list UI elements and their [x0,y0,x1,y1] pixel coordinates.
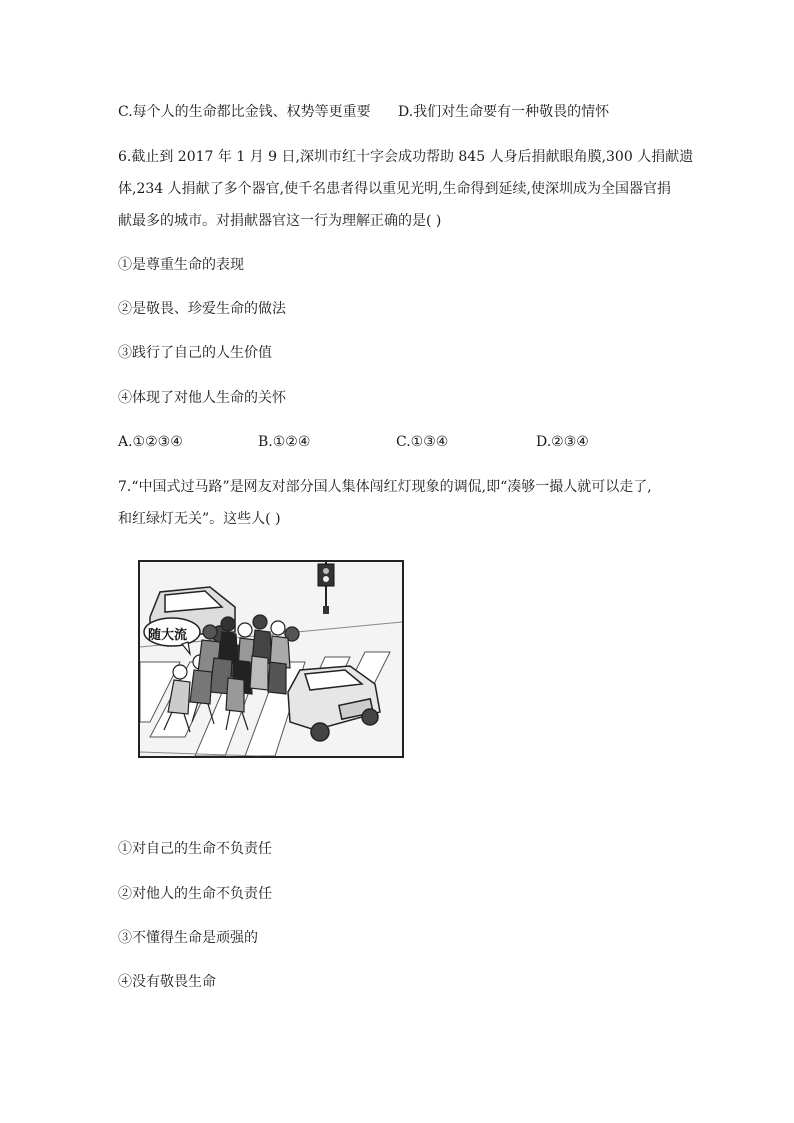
q6-choice-d: D.②③④ [536,434,589,450]
q6-statement-1: ①是尊重生命的表现 [118,257,244,273]
q7-statement-2: ②对他人的生命不负责任 [118,886,272,902]
q6-stem-line-2: 体,234 人捐献了多个器官,使千名患者得以重见光明,生命得到延续,使深圳成为全国器官捐 [118,181,671,197]
q6-choice-b: B.①②④ [258,434,311,450]
cartoon-caption: 随大流 [148,627,188,642]
q7-stem-line-1: 7.“中国式过马路”是网友对部分国人集体闯红灯现象的调侃,即“凑够一撮人就可以走了, [118,479,652,495]
q6-stem-line-1: 6.截止到 2017 年 1 月 9 日,深圳市红十字会成功帮助 845 人身后捐献眼角膜,300 人捐献遗 [118,149,694,165]
traffic-light-icon [318,562,334,614]
q7-statement-3: ③不懂得生命是顽强的 [118,930,258,946]
q6-statement-4: ④体现了对他人生命的关怀 [118,390,286,406]
q6-choice-c: C.①③④ [396,434,449,450]
q5-option-d: D.我们对生命要有一种敬畏的情怀 [398,104,610,120]
q5-option-c: C.每个人的生命都比金钱、权势等更重要 [118,104,371,120]
q6-statement-3: ③践行了自己的人生价值 [118,345,272,361]
q7-stem-line-2: 和红绿灯无关”。这些人( ) [118,511,281,527]
q6-choice-a: A.①②③④ [118,434,183,450]
jaywalking-cartoon [138,560,404,758]
q6-stem-line-3: 献最多的城市。对捐献器官这一行为理解正确的是( ) [118,213,442,229]
q7-statement-1: ①对自己的生命不负责任 [118,841,272,857]
car-bottom-right [288,666,380,741]
q7-statement-4: ④没有敬畏生命 [118,974,216,990]
q6-statement-2: ②是敬畏、珍爱生命的做法 [118,301,286,317]
